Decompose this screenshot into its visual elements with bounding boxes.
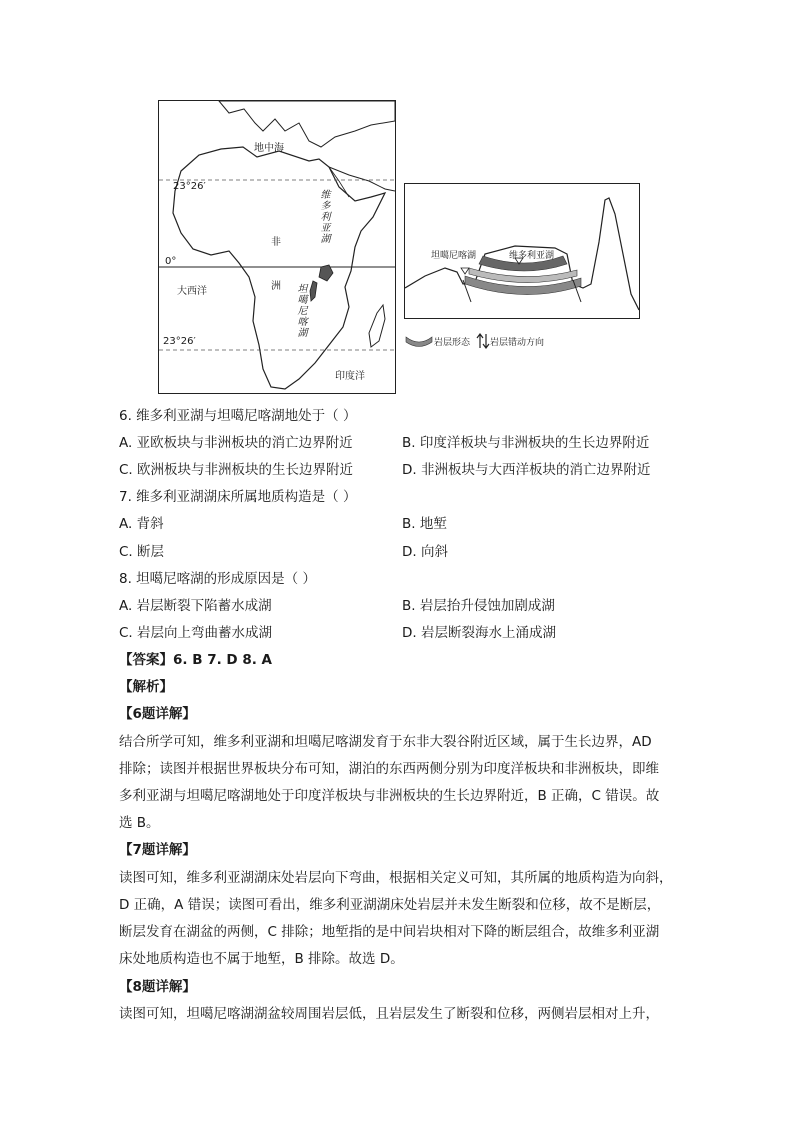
answer-line: 【答案】6. B 7. D 8. A	[119, 652, 273, 668]
lake-tanganyika-shape	[310, 281, 317, 301]
label-tropic-south: 23°26′	[163, 336, 196, 347]
question-8-stem: 8. 坦噶尼喀湖的形成原因是（ ）	[119, 571, 316, 587]
question-8-option-a: A. 岩层断裂下陷蓄水成湖	[119, 598, 272, 614]
section-label-tanganyika: 坦噶尼喀湖	[431, 251, 477, 261]
question-7-option-c: C. 断层	[119, 544, 165, 560]
q6-detail-line: 结合所学可知，维多利亚湖和坦噶尼喀湖发育于东非大裂谷附近区域，属于生长边界，AD	[119, 734, 652, 750]
question-6-option-d: D. 非洲板块与大西洋板块的消亡边界附近	[402, 462, 651, 478]
label-equator: 0°	[165, 256, 177, 267]
question-6-stem: 6. 维多利亚湖与坦噶尼喀湖地处于（ ）	[119, 408, 357, 424]
question-8-option-d: D. 岩层断裂海水上涌成湖	[402, 625, 556, 641]
q8-detail-line: 读图可知，坦噶尼喀湖湖盆较周围岩层低，且岩层发生了断裂和位移，两侧岩层相对上升，	[119, 1006, 659, 1022]
section-label-victoria: 维多利亚湖	[509, 251, 555, 261]
question-7-option-b: B. 地堑	[402, 516, 447, 532]
geologic-cross-section	[404, 183, 640, 319]
q6-detail-line: 选 B。	[119, 815, 160, 831]
label-africa-1: 非	[271, 237, 281, 248]
label-tropic-north: 23°26′	[173, 181, 206, 192]
q7-detail-line: 断层发育在湖盆的两侧，C 排除；地堑指的是中间岩块相对下降的断层组合，故维多利亚湖	[119, 924, 660, 940]
strata-legend-icon	[404, 333, 434, 349]
legend-movement-label: 岩层错动方向	[490, 338, 545, 348]
africa-map	[158, 100, 396, 394]
analysis-heading: 【解析】	[119, 679, 173, 695]
question-7-option-a: A. 背斜	[119, 516, 164, 532]
tanganyika-water-marker	[461, 268, 469, 274]
label-indian-ocean: 印度洋	[335, 371, 365, 382]
label-mediterranean: 地中海	[254, 143, 284, 154]
question-7-option-d: D. 向斜	[402, 544, 448, 560]
label-africa-2: 洲	[271, 281, 281, 292]
europe-outline	[219, 101, 395, 147]
q7-detail-line: 床处地质构造也不属于地堑，B 排除。故选 D。	[119, 951, 404, 967]
q6-detail-line: 排除；读图并根据世界板块分布可知，湖泊的东西两侧分别为印度洋板块和非洲板块，即维	[119, 761, 659, 777]
movement-arrows-icon	[476, 333, 490, 349]
q8-detail-heading: 【8题详解】	[119, 979, 196, 995]
question-7-stem: 7. 维多利亚湖湖床所属地质构造是（ ）	[119, 489, 357, 505]
q6-detail-heading: 【6题详解】	[119, 706, 196, 722]
question-6-option-c: C. 欧洲板块与非洲板块的生长边界附近	[119, 462, 354, 478]
question-6-option-a: A. 亚欧板块与非洲板块的消亡边界附近	[119, 435, 353, 451]
q7-detail-heading: 【7题详解】	[119, 842, 196, 858]
q7-detail-line: 读图可知，维多利亚湖湖床处岩层向下弯曲，根据相关定义可知，其所属的地质构造为向斜，	[119, 870, 673, 886]
q7-detail-line: D 正确，A 错误；读图可看出，维多利亚湖湖床处岩层并未发生断裂和位移，故不是断层，	[119, 897, 661, 913]
madagascar-outline	[369, 305, 385, 347]
label-atlantic: 大西洋	[177, 286, 207, 297]
label-lake-victoria: 维多利亚湖	[318, 189, 329, 244]
legend-strata-label: 岩层形态	[434, 338, 471, 348]
q6-detail-line: 多利亚湖与坦噶尼喀湖地处于印度洋板块与非洲板块的生长边界附近，B 正确，C 错误。故	[119, 788, 660, 804]
question-8-option-c: C. 岩层向上弯曲蓄水成湖	[119, 625, 273, 641]
label-lake-tanganyika: 坦噶尼喀湖	[295, 283, 306, 338]
question-6-option-b: B. 印度洋板块与非洲板块的生长边界附近	[402, 435, 650, 451]
question-8-option-b: B. 岩层抬升侵蚀加剧成湖	[402, 598, 555, 614]
